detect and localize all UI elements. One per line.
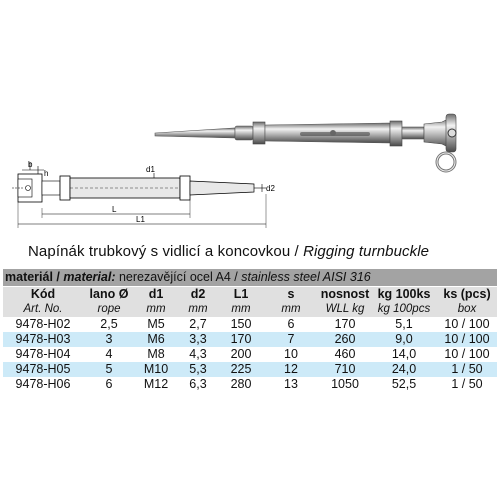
- table-cell: M5: [147, 317, 165, 331]
- table-row: [3, 362, 497, 377]
- table-row: [3, 332, 497, 347]
- table-cell: 9478-H05: [15, 362, 71, 376]
- drawing-label-L: L: [112, 205, 117, 214]
- column-subheader: mm: [219, 302, 263, 317]
- column-subheader: kg 100pcs: [371, 302, 437, 317]
- table-row: [3, 347, 497, 362]
- column-header: d2: [177, 287, 219, 302]
- column-header: lano Ø: [83, 287, 135, 302]
- column-header: d1: [135, 287, 177, 302]
- table-cell: 170: [334, 317, 356, 331]
- column-header: nosnost: [320, 287, 370, 301]
- spec-table: [3, 287, 497, 392]
- column-subheader: mm: [177, 302, 219, 317]
- column-subheader: mm: [135, 302, 177, 317]
- column-subheader: rope: [83, 302, 135, 317]
- table-cell: 5,3: [189, 362, 207, 376]
- column-subheader: Art. No.: [3, 302, 83, 317]
- table-cell: M6: [147, 332, 165, 346]
- table-cell: 710: [334, 362, 356, 376]
- table-cell: 10: [284, 347, 298, 361]
- table-cell: 280: [230, 377, 252, 391]
- table-cell: M10: [143, 362, 169, 376]
- product-title-en: Rigging turnbuckle: [303, 243, 430, 260]
- table-cell: 2,7: [189, 317, 207, 331]
- table-cell: 10 / 100: [444, 332, 490, 346]
- column-header: Kód: [3, 287, 83, 302]
- column-header: L1: [219, 287, 263, 302]
- table-cell: 4,3: [189, 347, 207, 361]
- table-cell: 5: [105, 362, 113, 376]
- table-cell: 9478-H03: [15, 332, 71, 346]
- column-header: kg 100ks: [371, 287, 437, 302]
- material-text-en: stainless steel AISI 316: [241, 270, 371, 284]
- table-row: [3, 377, 497, 392]
- table-cell: 2,5: [100, 317, 118, 331]
- drawing-label-d2: d2: [266, 184, 275, 193]
- technical-drawing: [4, 160, 279, 232]
- table-cell: 3,3: [189, 332, 207, 346]
- table-cell: 12: [284, 362, 298, 376]
- table-cell: 200: [230, 347, 252, 361]
- table-cell: M12: [143, 377, 169, 391]
- table-cell: 14,0: [391, 347, 417, 361]
- table-cell: 225: [230, 362, 252, 376]
- table-cell: 13: [284, 377, 298, 391]
- column-header: s: [263, 287, 319, 302]
- table-cell: 460: [334, 347, 356, 361]
- product-title: [28, 243, 498, 260]
- table-cell: 150: [230, 317, 252, 331]
- table-cell: 260: [334, 332, 356, 346]
- table-cell: 5,1: [395, 317, 413, 331]
- table-cell: 4: [105, 347, 113, 361]
- table-cell: 170: [230, 332, 252, 346]
- table-row: [3, 317, 497, 332]
- table-cell: 7: [287, 332, 295, 346]
- table-cell: 3: [105, 332, 113, 346]
- drawing-label-L1: L1: [136, 215, 145, 224]
- table-cell: 9478-H02: [15, 317, 71, 331]
- table-cell: 6: [105, 377, 113, 391]
- table-header-row: [3, 287, 497, 302]
- material-text-cz: nerezavějící ocel A4 /: [115, 270, 242, 284]
- table-cell: 6: [287, 317, 295, 331]
- column-subheader: mm: [263, 302, 319, 317]
- table-cell: 1050: [331, 377, 359, 391]
- column-header: ks (pcs): [437, 287, 497, 302]
- material-bar: [3, 269, 497, 286]
- drawing-label-d1: d1: [146, 165, 155, 174]
- table-cell: 24,0: [391, 362, 417, 376]
- table-cell: 6,3: [189, 377, 207, 391]
- table-cell: 10 / 100: [444, 347, 490, 361]
- drawing-label-h: h: [44, 169, 49, 178]
- drawing-label-b: b: [28, 160, 33, 169]
- product-title-cz: Napínák trubkový s vidlicí a koncovkou /: [28, 243, 304, 260]
- table-cell: 10 / 100: [444, 317, 490, 331]
- column-subheader: box: [437, 302, 497, 317]
- column-subheader: WLL kg: [319, 302, 371, 317]
- table-cell: 1 / 50: [451, 377, 483, 391]
- table-cell: M8: [147, 347, 165, 361]
- table-cell: 52,5: [391, 377, 417, 391]
- material-label-cz: materiál /: [5, 270, 64, 284]
- table-cell: 9,0: [395, 332, 413, 346]
- table-subheader-row: [3, 302, 497, 317]
- table-cell: 9478-H06: [15, 377, 71, 391]
- material-label-en: material:: [63, 270, 116, 284]
- table-cell: 9478-H04: [15, 347, 71, 361]
- table-cell: 1 / 50: [451, 362, 483, 376]
